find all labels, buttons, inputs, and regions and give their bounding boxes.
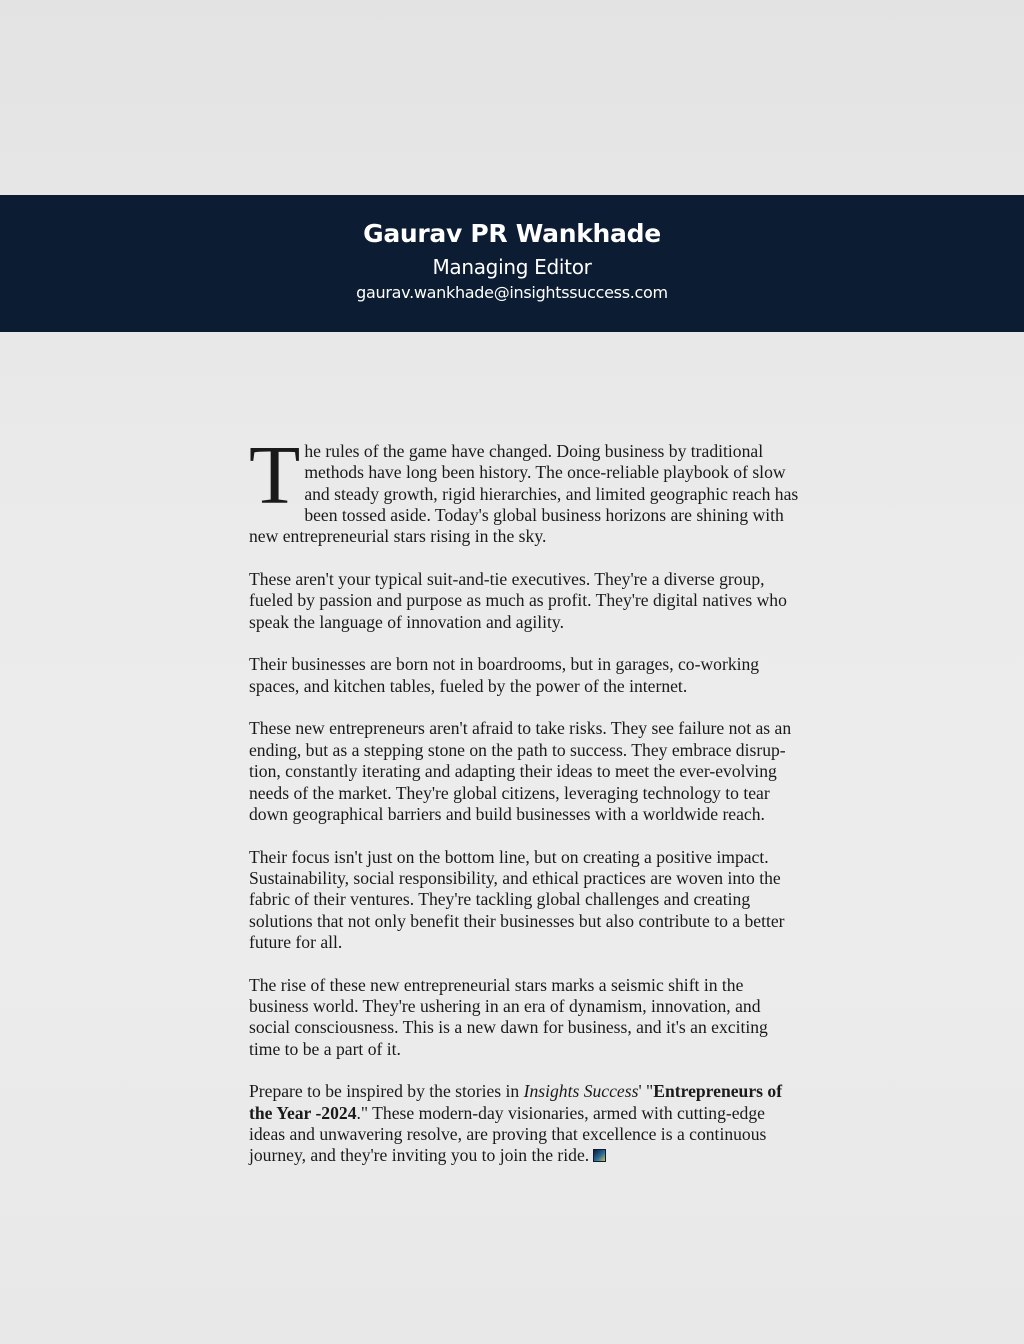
article-paragraph-6: The rise of these new entrepreneurial stars marks a seismic shift in the business world. They're ushering in an era of dynamism, innovation, and social consciousness. This is a new dawn for business, and it's an exciting time to be a part of it. bbox=[249, 974, 768, 1059]
drop-cap: T bbox=[249, 429, 301, 522]
article-paragraph-3: Their businesses are born not in boardrooms, but in garages, co-working spaces, and kitchen tables, fueled by the power of the internet. bbox=[249, 654, 760, 696]
article-paragraph-2: These aren't your typical suit-and-tie executives. They're a diverse group, fueled by passion and purpose as much as profit. They're digital natives who speak the language of innovation and agility. bbox=[249, 569, 787, 632]
editor-title: Managing Editor bbox=[432, 255, 592, 279]
editorial-article bbox=[249, 429, 801, 1188]
paragraph-7-lead: Prepare to be inspired by the stories in bbox=[249, 1081, 524, 1102]
article-paragraph-4: These new entrepreneurs aren't afraid to take risks. They see failure not as an ending, but as a stepping stone on the path to success. They embrace disrup-tion, constantly iterating and adapting their ideas to meet the ever-evolving needs of the market. They're global citizens, leveraging technology to tear down geographical barriers and build businesses with a worldwide reach. bbox=[249, 718, 792, 824]
editor-header bbox=[0, 195, 1024, 332]
paragraph-7-tail: ." These modern-day visionaries, armed with cutting-edge ideas and unwavering resolve, are proving that excellence is a continuous journey, and they're inviting you to join the ride. bbox=[249, 1102, 767, 1166]
article-paragraph-1 bbox=[249, 429, 801, 548]
paragraph-1-text: he rules of the game have changed. Doing business by traditional methods have long been history. The once-reliable playbook of slow and steady growth, rigid hierarchies, and limited geographic reach has been tossed aside. Today's global business horizons are shining with new entrepreneurial stars rising in the sky. bbox=[249, 441, 799, 547]
article-paragraph-5: Their focus isn't just on the bottom line, but on creating a positive impact. Sustainability, social responsibility, and ethical practices are woven into the fabric of their ventures. They're tackling global challenges and creating solutions that not only benefit their businesses but also contribute to a better future for all. bbox=[249, 846, 785, 952]
paragraph-7-quote-open: ' " bbox=[638, 1081, 654, 1102]
article-paragraph-7 bbox=[249, 1081, 801, 1166]
editor-name: Gaurav PR Wankhade bbox=[363, 219, 661, 248]
end-of-article-icon bbox=[593, 1149, 606, 1162]
magazine-name: Insights Success bbox=[523, 1081, 639, 1102]
editor-email: gaurav.wankhade@insightssuccess.com bbox=[356, 283, 668, 302]
feature-title: Entrepreneurs of the Year -2024 bbox=[249, 1081, 783, 1123]
